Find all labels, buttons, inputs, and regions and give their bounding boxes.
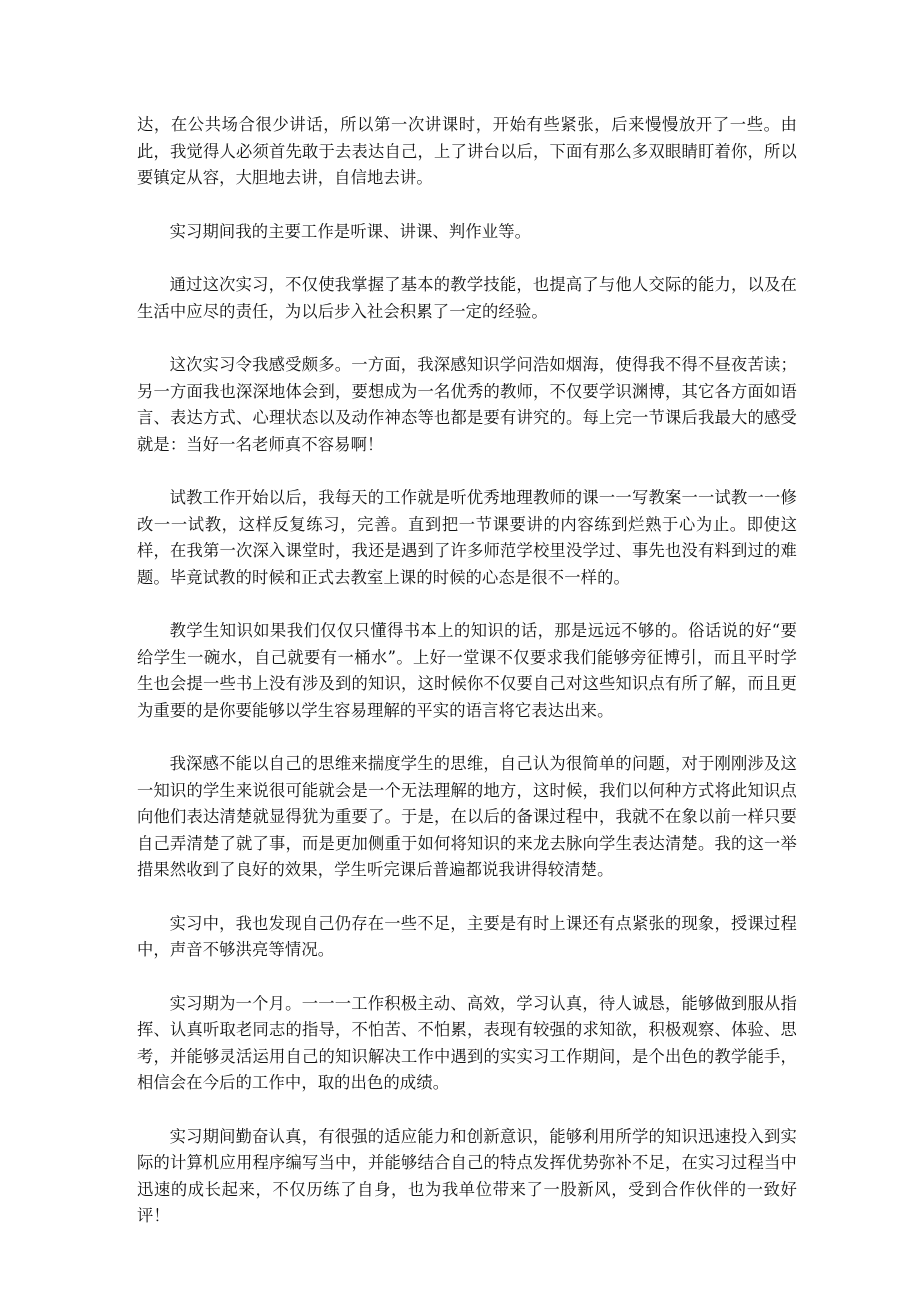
document-body bbox=[137, 112, 797, 1257]
paragraph-7: 我深感不能以自己的思维来揣度学生的思维，自己认为很简单的问题，对于刚刚涉及这一知识的学生来说很可能就会是一个无法理解的地方，这时候，我们以何种方式将此知识点向他们表达清楚就显得犹为重要了。于是，在以后的备课过程中，我就不在象以前一样只要自己弄清楚了就了事，而是更加侧重于如何将知识的来龙去脉向学生表达清楚。我的这一举措果然收到了良好的效果，学生听完课后普遍都说我讲得较清楚。 bbox=[137, 754, 797, 879]
paragraph-5: 试教工作开始以后，我每天的工作就是听优秀地理教师的课一一写教案一一试教一一修改一一试教，这样反复练习，完善。直到把一节课要讲的内容练到烂熟于心为止。即使这样，在我第一次深入课堂时，我还是遇到了许多师范学校里没学过、事先也没有料到过的难题。毕竟试教的时候和正式去教室上课的时候的心态是很不一样的。 bbox=[137, 488, 797, 587]
paragraph-3: 通过这次实习，不仅使我掌握了基本的教学技能，也提高了与他人交际的能力，以及在生活中应尽的责任，为以后步入社会积累了一定的经验。 bbox=[137, 275, 797, 321]
paragraph-8: 实习中，我也发现自己仍存在一些不足，主要是有时上课还有点紧张的现象，授课过程中，声音不够洪亮等情况。 bbox=[137, 913, 797, 959]
paragraph-6: 教学生知识如果我们仅仅只懂得书本上的知识的话，那是远远不够的。俗话说的好“要给学生一碗水，自己就要有一桶水”。上好一堂课不仅要求我们能够旁征博引，而且平时学生也会提一些书上没有涉及到的知识，这时候你不仅要自己对这些知识点有所了解，而且更为重要的是你要能够以学生容易理解的平实的语言将它表达出来。 bbox=[137, 621, 797, 720]
paragraph-1: 达，在公共场合很少讲话，所以第一次讲课时，开始有些紧张，后来慢慢放开了一些。由此，我觉得人必须首先敢于去表达自己，上了讲台以后，下面有那么多双眼睛盯着你，所以要镇定从容，大胆地去讲，自信地去讲。 bbox=[137, 115, 797, 187]
paragraph-9: 实习期为一个月。一一一工作积极主动、高效，学习认真，待人诚恳，能够做到服从指挥、认真听取老同志的指导，不怕苦、不怕累，表现有较强的求知欲，积极观察、体验、思考，并能够灵活运用自己的知识解决工作中遇到的实实习工作期间，是个出色的教学能手，相信会在今后的工作中，取的出色的成绩。 bbox=[137, 993, 797, 1092]
paragraph-4: 这次实习令我感受颇多。一方面，我深感知识学问浩如烟海，使得我不得不昼夜苦读；另一方面我也深深地体会到，要想成为一名优秀的教师，不仅要学识渊博，其它各方面如语言、表达方式、心理状态以及动作神态等也都是要有讲究的。每上完一节课后我最大的感受就是：当好一名老师真不容易啊！ bbox=[137, 355, 797, 454]
paragraph-10: 实习期间勤奋认真，有很强的适应能力和创新意识，能够利用所学的知识迅速投入到实际的计算机应用程序编写当中，并能够结合自己的特点发挥优势弥补不足，在实习过程当中迅速的成长起来，不仅历练了自身，也为我单位带来了一股新风，受到合作伙伴的一致好评！ bbox=[137, 1126, 797, 1225]
paragraph-2: 实习期间我的主要工作是听课、讲课、判作业等。 bbox=[169, 221, 532, 241]
